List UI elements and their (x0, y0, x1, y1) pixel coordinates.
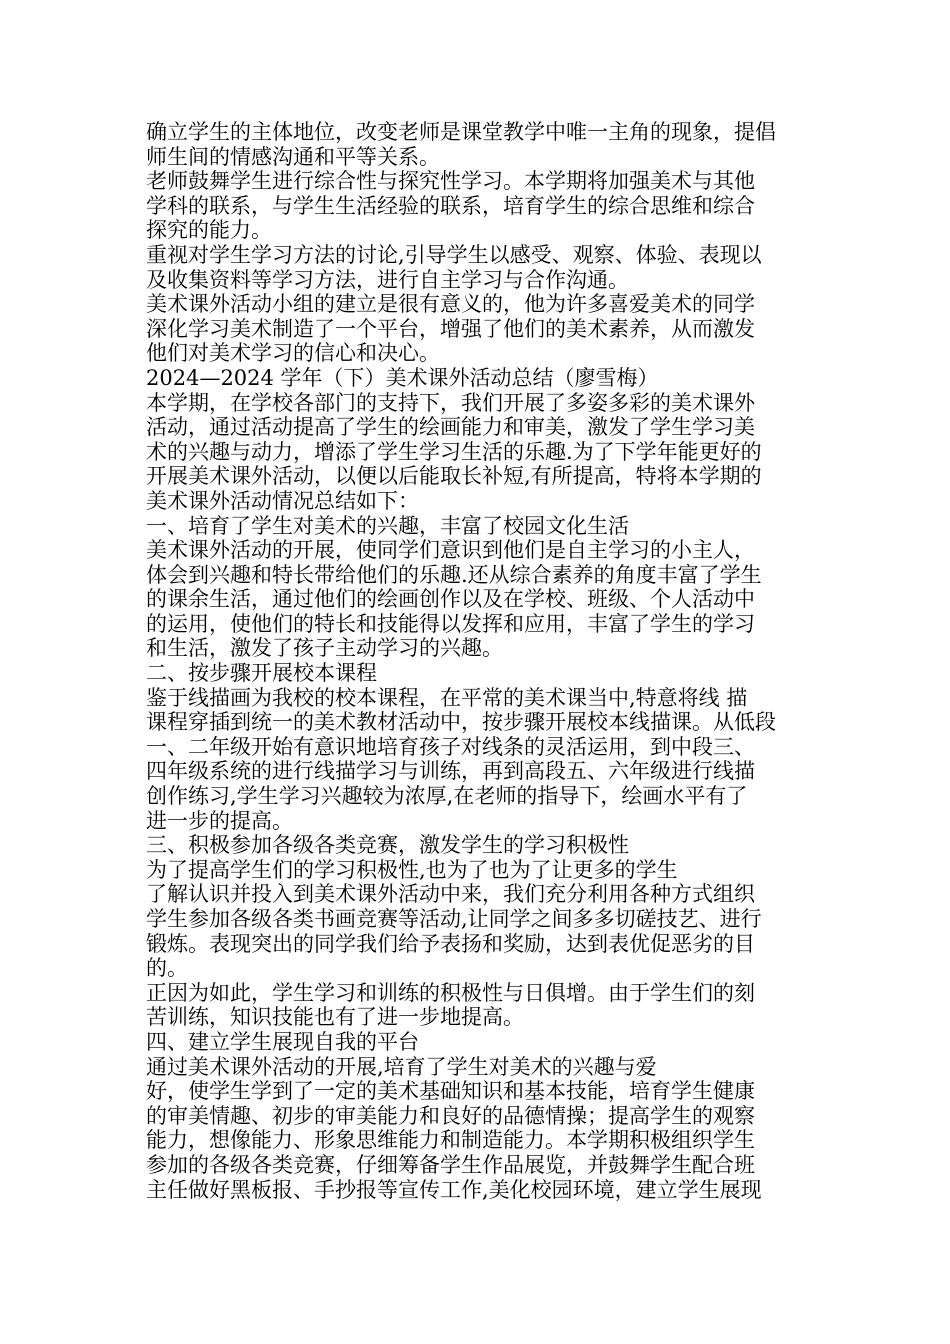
text-line: 一、二年级开始有意识地培育孩子对线条的灵活运用，到中段三、 (146, 734, 755, 759)
text-line: 术的兴趣与动力，增添了学生学习生活的乐趣.为了下学年能更好的 (146, 439, 762, 464)
text-line: 的运用，使他们的特长和技能得以发挥和应用，丰富了学生的学习 (146, 611, 755, 636)
document-body (146, 120, 810, 1202)
text-line: 美术课外活动情况总结如下： (146, 488, 419, 513)
text-line: 鉴于线描画为我校的校本课程，在平常的美术课当中,特意将线 描 (146, 685, 748, 710)
text-line: 师生间的情感沟通和平等关系。 (146, 144, 440, 169)
text-line: 苦训练，知识技能也有了进一步地提高。 (146, 1005, 524, 1030)
text-line: 四、建立学生展现自我的平台 (146, 1029, 419, 1054)
text-line: 学生参加各级各类书画竞赛等活动,让同学之间多多切磋技艺、进行 (146, 907, 762, 931)
text-line: 学科的联系，与学生生活经验的联系，培育学生的综合思维和综合 (146, 193, 755, 218)
text-line: 创作练习,学生学习兴趣较为浓厚,在老师的指导下，绘画水平有了 (146, 784, 748, 809)
text-line: 二、按步骤开展校本课程 (146, 661, 377, 686)
text-line: 本学期，在学校各部门的支持下，我们开展了多姿多彩的美术课外 (146, 390, 755, 415)
text-line: 三、积极参加各级各类竞赛，激发学生的学习积极性 (146, 833, 629, 858)
text-line: 主任做好黑板报、手抄报等宣传工作,美化校园环境，建立学生展现 (146, 1177, 762, 1202)
text-line: 老师鼓舞学生进行综合性与探究性学习。本学期将加强美术与其他 (146, 169, 755, 194)
text-line: 深化学习美术制造了一个平台，增强了他们的美术素养，从而激发 (146, 316, 755, 341)
text-line: 好，使学生学到了一定的美术基础知识和基本技能，培育学生健康 (146, 1079, 755, 1104)
text-line: 的。 (146, 956, 188, 981)
text-line: 课程穿插到统一的美术教材活动中，按步骤开展校本线描课。从低段 (146, 710, 776, 735)
text-line: 2024—2024 学年（下）美术课外活动总结（廖雪梅） (146, 365, 659, 390)
text-line: 正因为如此，学生学习和训练的积极性与日俱增。由于学生们的刻 (146, 980, 755, 1005)
text-line: 重视对学生学习方法的讨论,引导学生以感受、观察、体验、表现以 (146, 242, 762, 267)
text-line: 能力，想像能力、形象思维能力和制造能力。本学期积极组织学生 (146, 1128, 755, 1153)
text-line: 美术课外活动小组的建立是很有意义的，他为许多喜爱美术的同学 (146, 292, 755, 317)
text-line: 锻炼。表现突出的同学我们给予表扬和奖励，达到表优促恶劣的目 (146, 931, 755, 956)
text-line: 通过美术课外活动的开展,培育了学生对美术的兴趣与爱 (146, 1054, 657, 1079)
text-line: 美术课外活动的开展，使同学们意识到他们是自主学习的小主人， (146, 538, 755, 563)
text-line: 四年级系统的进行线描学习与训练，再到高段五、六年级进行线描 (146, 759, 755, 784)
text-line: 为了提高学生们的学习积极性,也为了也为了让更多的学生 (146, 857, 678, 882)
text-line: 确立学生的主体地位，改变老师是课堂教学中唯一主角的现象，提倡 (146, 120, 776, 144)
text-line: 探究的能力。 (146, 218, 272, 243)
text-line: 的课余生活，通过他们的绘画创作以及在学校、班级、个人活动中 (146, 587, 755, 612)
text-line: 参加的各级各类竞赛，仔细筹备学生作品展览，并鼓舞学生配合班 (146, 1152, 755, 1177)
text-line: 及收集资料等学习方法，进行自主学习与合作沟通。 (146, 267, 629, 292)
text-line: 的审美情趣、初步的审美能力和良好的品德情操；提高学生的观察 (146, 1103, 755, 1128)
text-line: 一、培育了学生对美术的兴趣，丰富了校园文化生活 (146, 513, 629, 538)
text-line: 和生活，激发了孩子主动学习的兴趣。 (146, 636, 503, 661)
text-line: 开展美术课外活动，以便以后能取长补短,有所提高，特将本学期的 (146, 464, 762, 489)
text-line: 体会到兴趣和特长带给他们的乐趣.还从综合素养的角度丰富了学生 (146, 562, 762, 587)
text-line: 他们对美术学习的信心和决心。 (146, 341, 440, 366)
text-line: 进一步的提高。 (146, 808, 293, 833)
text-line: 了解认识并投入到美术课外活动中来，我们充分利用各种方式组织 (146, 882, 755, 907)
text-line: 活动，通过活动提高了学生的绘画能力和审美，激发了学生学习美 (146, 415, 755, 440)
